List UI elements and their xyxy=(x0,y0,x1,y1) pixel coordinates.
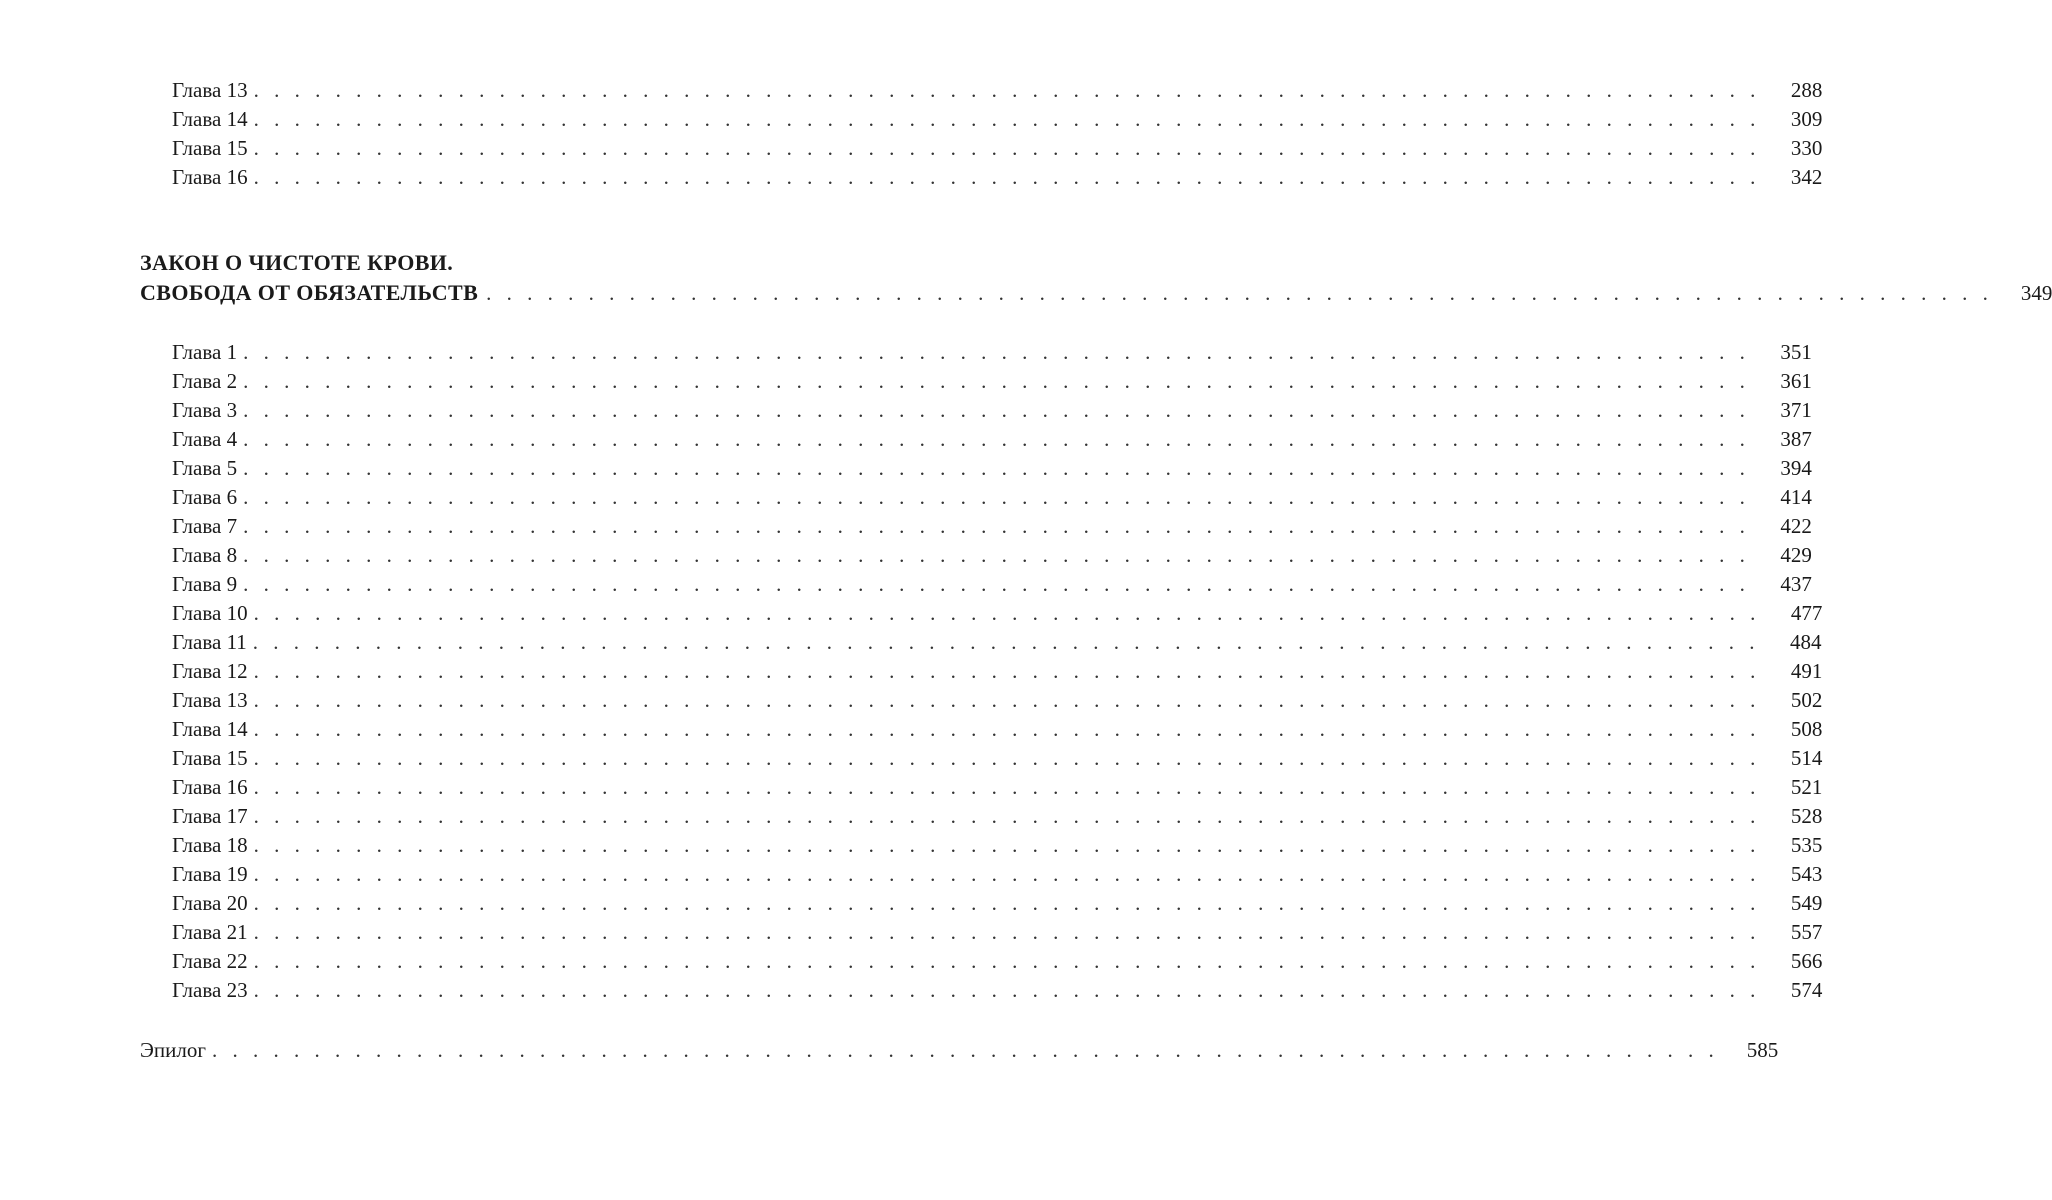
dot-leader: . . . . . . . . . . . . . . . . . . . . . . . . . . . . . . . . . . . . . . . . . . . . . . . . . . . . . . . . . . . . . . . . . . . . . . . . . . xyxy=(253,601,1761,625)
toc-entry[interactable] xyxy=(172,454,1812,482)
page-number: 349 xyxy=(2020,281,2052,305)
dot-leader: . . . . . . . . . . . . . . . . . . . . . . . . . . . . . . . . . . . . . . . . . . . . . . . . . . . . . . . . . . . . . . . . . . . . . . . . . . xyxy=(253,659,1761,683)
chapter-label: Глава 23 xyxy=(172,978,248,1002)
dot-leader: . . . . . . . . . . . . . . . . . . . . . . . . . . . . . . . . . . . . . . . . . . . . . . . . . . . . . . . . . . . . . . . . . . . . . . . . . . xyxy=(243,398,1750,422)
page-number: 528 xyxy=(1790,804,1823,828)
toc-entry[interactable] xyxy=(172,105,1823,133)
toc-entry[interactable] xyxy=(172,76,1823,104)
page-number: 502 xyxy=(1790,688,1823,712)
dot-leader: . . . . . . . . . . . . . . . . . . . . . . . . . . . . . . . . . . . . . . . . . . . . . . . . . . . . . . . . . . . . . . . . . . . . . . . . . . xyxy=(243,485,1750,509)
page-number: 549 xyxy=(1790,891,1823,915)
dot-leader: . . . . . . . . . . . . . . . . . . . . . . . . . . . . . . . . . . . . . . . . . . . . . . . . . . . . . . . . . . . . . . . . . . . . . . . . . . xyxy=(253,165,1761,189)
page-number: 514 xyxy=(1790,746,1823,770)
chapter-label: Глава 13 xyxy=(172,688,248,712)
dot-leader: . . . . . . . . . . . . . . . . . . . . . . . . . . . . . . . . . . . . . . . . . . . . . . . . . . . . . . . . . . . . . . . . . . . . . . . . . . xyxy=(243,543,1750,567)
chapter-label: Глава 5 xyxy=(172,456,238,480)
chapter-label: Глава 16 xyxy=(172,165,248,189)
chapter-label: Глава 17 xyxy=(172,804,248,828)
dot-leader: . . . . . . . . . . . . . . . . . . . . . . . . . . . . . . . . . . . . . . . . . . . . . . . . . . . . . . . . . . . . . . . . . . . . . . . . . . xyxy=(253,688,1761,712)
chapter-label: Глава 9 xyxy=(172,572,238,596)
toc-entry[interactable] xyxy=(172,686,1823,714)
page-number: 351 xyxy=(1780,340,1812,364)
page-number: 371 xyxy=(1780,398,1812,422)
dot-leader: . . . . . . . . . . . . . . . . . . . . . . . . . . . . . . . . . . . . . . . . . . . . . . . . . . . . . . . . . . . . . . . . . . . . . . . . . . xyxy=(486,281,1993,305)
dot-leader: . . . . . . . . . . . . . . . . . . . . . . . . . . . . . . . . . . . . . . . . . . . . . . . . . . . . . . . . . . . . . . . . . . . . . . . . . . xyxy=(243,572,1750,596)
page-number: 429 xyxy=(1780,543,1812,567)
chapter-label: Глава 12 xyxy=(172,659,248,683)
toc-entry-epilogue[interactable] xyxy=(140,1036,1779,1064)
dot-leader: . . . . . . . . . . . . . . . . . . . . . . . . . . . . . . . . . . . . . . . . . . . . . . . . . . . . . . . . . . . . . . . . . . . . . . . . . . xyxy=(243,369,1750,393)
toc-entry[interactable] xyxy=(172,396,1812,424)
dot-leader: . . . . . . . . . . . . . . . . . . . . . . . . . . . . . . . . . . . . . . . . . . . . . . . . . . . . . . . . . . . . . . . . . . . . . . . . . . xyxy=(253,891,1761,915)
chapter-label: Глава 18 xyxy=(172,833,248,857)
dot-leader: . . . . . . . . . . . . . . . . . . . . . . . . . . . . . . . . . . . . . . . . . . . . . . . . . . . . . . . . . . . . . . . . . . . . . . . . . . xyxy=(253,804,1761,828)
page-number: 387 xyxy=(1780,427,1812,451)
chapter-label: Глава 15 xyxy=(172,746,248,770)
dot-leader: . . . . . . . . . . . . . . . . . . . . . . . . . . . . . . . . . . . . . . . . . . . . . . . . . . . . . . . . . . . . . . . . . . . . . . . . . . xyxy=(211,1038,1719,1062)
toc-entry[interactable] xyxy=(172,773,1823,801)
chapter-label: Глава 6 xyxy=(172,485,238,509)
dot-leader: . . . . . . . . . . . . . . . . . . . . . . . . . . . . . . . . . . . . . . . . . . . . . . . . . . . . . . . . . . . . . . . . . . . . . . . . . . xyxy=(253,775,1761,799)
toc-entry[interactable] xyxy=(172,744,1823,772)
chapter-label: Глава 2 xyxy=(172,369,238,393)
dot-leader: . . . . . . . . . . . . . . . . . . . . . . . . . . . . . . . . . . . . . . . . . . . . . . . . . . . . . . . . . . . . . . . . . . . . . . . . . . xyxy=(253,746,1761,770)
toc-entry[interactable] xyxy=(172,628,1822,656)
toc-entry[interactable] xyxy=(172,134,1823,162)
dot-leader: . . . . . . . . . . . . . . . . . . . . . . . . . . . . . . . . . . . . . . . . . . . . . . . . . . . . . . . . . . . . . . . . . . . . . . . . . . xyxy=(253,949,1761,973)
chapter-label: Глава 14 xyxy=(172,107,248,131)
page-number: 309 xyxy=(1790,107,1823,131)
page-number: 361 xyxy=(1780,369,1812,393)
page-number: 585 xyxy=(1746,1038,1779,1062)
toc-entry[interactable] xyxy=(172,512,1812,540)
chapter-label: Глава 1 xyxy=(172,340,238,364)
dot-leader: . . . . . . . . . . . . . . . . . . . . . . . . . . . . . . . . . . . . . . . . . . . . . . . . . . . . . . . . . . . . . . . . . . . . . . . . . . xyxy=(253,136,1761,160)
toc-entry[interactable] xyxy=(172,483,1812,511)
chapter-label: Глава 20 xyxy=(172,891,248,915)
dot-leader: . . . . . . . . . . . . . . . . . . . . . . . . . . . . . . . . . . . . . . . . . . . . . . . . . . . . . . . . . . . . . . . . . . . . . . . . . . xyxy=(253,833,1761,857)
toc-entry[interactable] xyxy=(172,802,1823,830)
dot-leader: . . . . . . . . . . . . . . . . . . . . . . . . . . . . . . . . . . . . . . . . . . . . . . . . . . . . . . . . . . . . . . . . . . . . . . . . . . xyxy=(253,78,1761,102)
dot-leader: . . . . . . . . . . . . . . . . . . . . . . . . . . . . . . . . . . . . . . . . . . . . . . . . . . . . . . . . . . . . . . . . . . . . . . . . . . xyxy=(253,717,1761,741)
chapter-label: Глава 14 xyxy=(172,717,248,741)
dot-leader: . . . . . . . . . . . . . . . . . . . . . . . . . . . . . . . . . . . . . . . . . . . . . . . . . . . . . . . . . . . . . . . . . . . . . . . . . . xyxy=(243,340,1750,364)
toc-entry[interactable] xyxy=(172,715,1823,743)
page-number: 574 xyxy=(1790,978,1823,1002)
page-number: 566 xyxy=(1790,949,1823,973)
chapter-label: Глава 15 xyxy=(172,136,248,160)
toc-entry[interactable] xyxy=(172,976,1823,1004)
toc-entry[interactable] xyxy=(172,541,1812,569)
chapter-label: Глава 13 xyxy=(172,78,248,102)
toc-entry[interactable] xyxy=(172,657,1823,685)
dot-leader: . . . . . . . . . . . . . . . . . . . . . . . . . . . . . . . . . . . . . . . . . . . . . . . . . . . . . . . . . . . . . . . . . . . . . . . . . . xyxy=(243,456,1750,480)
toc-entry[interactable] xyxy=(172,860,1823,888)
chapter-label: Глава 4 xyxy=(172,427,238,451)
page-number: 521 xyxy=(1790,775,1823,799)
chapter-label: Глава 19 xyxy=(172,862,248,886)
toc-entry[interactable] xyxy=(172,163,1823,191)
toc-entry[interactable] xyxy=(172,918,1823,946)
page-number: 394 xyxy=(1780,456,1812,480)
toc-entry[interactable] xyxy=(172,889,1823,917)
section-title-line2: СВОБОДА ОТ ОБЯЗАТЕЛЬСТВ xyxy=(140,280,479,305)
page-number: 491 xyxy=(1790,659,1823,683)
dot-leader: . . . . . . . . . . . . . . . . . . . . . . . . . . . . . . . . . . . . . . . . . . . . . . . . . . . . . . . . . . . . . . . . . . . . . . . . . . xyxy=(252,630,1760,654)
page-number: 543 xyxy=(1790,862,1823,886)
toc-entry[interactable] xyxy=(172,599,1823,627)
page-number: 342 xyxy=(1790,165,1823,189)
chapter-label: Глава 11 xyxy=(172,630,247,654)
section-title-line1: ЗАКОН О ЧИСТОТЕ КРОВИ. xyxy=(140,250,454,275)
page-number: 414 xyxy=(1780,485,1812,509)
chapter-label: Глава 3 xyxy=(172,398,238,422)
toc-entry[interactable] xyxy=(172,367,1812,395)
chapter-label: Глава 7 xyxy=(172,514,238,538)
chapter-label: Глава 16 xyxy=(172,775,248,799)
toc-entry[interactable] xyxy=(172,570,1812,598)
section-title-entry[interactable] xyxy=(140,278,2052,308)
dot-leader: . . . . . . . . . . . . . . . . . . . . . . . . . . . . . . . . . . . . . . . . . . . . . . . . . . . . . . . . . . . . . . . . . . . . . . . . . . xyxy=(253,862,1761,886)
toc-entry[interactable] xyxy=(172,831,1823,859)
dot-leader: . . . . . . . . . . . . . . . . . . . . . . . . . . . . . . . . . . . . . . . . . . . . . . . . . . . . . . . . . . . . . . . . . . . . . . . . . . xyxy=(253,107,1761,131)
toc-entry[interactable] xyxy=(172,425,1812,453)
page-number: 422 xyxy=(1780,514,1812,538)
chapter-label: Глава 21 xyxy=(172,920,248,944)
page-number: 508 xyxy=(1790,717,1823,741)
page-number: 557 xyxy=(1790,920,1823,944)
page-number: 484 xyxy=(1790,630,1822,654)
page-number: 437 xyxy=(1780,572,1812,596)
epilogue-label: Эпилог xyxy=(140,1038,206,1062)
chapter-label: Глава 8 xyxy=(172,543,238,567)
page-number: 535 xyxy=(1790,833,1823,857)
chapter-label: Глава 10 xyxy=(172,601,248,625)
toc-entry[interactable] xyxy=(172,338,1812,366)
page-number: 477 xyxy=(1790,601,1823,625)
dot-leader: . . . . . . . . . . . . . . . . . . . . . . . . . . . . . . . . . . . . . . . . . . . . . . . . . . . . . . . . . . . . . . . . . . . . . . . . . . xyxy=(243,514,1750,538)
chapter-label: Глава 22 xyxy=(172,949,248,973)
page-number: 330 xyxy=(1790,136,1823,160)
dot-leader: . . . . . . . . . . . . . . . . . . . . . . . . . . . . . . . . . . . . . . . . . . . . . . . . . . . . . . . . . . . . . . . . . . . . . . . . . . xyxy=(253,978,1761,1002)
toc-entry[interactable] xyxy=(172,947,1823,975)
dot-leader: . . . . . . . . . . . . . . . . . . . . . . . . . . . . . . . . . . . . . . . . . . . . . . . . . . . . . . . . . . . . . . . . . . . . . . . . . . xyxy=(253,920,1761,944)
page-number: 288 xyxy=(1790,78,1823,102)
dot-leader: . . . . . . . . . . . . . . . . . . . . . . . . . . . . . . . . . . . . . . . . . . . . . . . . . . . . . . . . . . . . . . . . . . . . . . . . . . xyxy=(243,427,1750,451)
